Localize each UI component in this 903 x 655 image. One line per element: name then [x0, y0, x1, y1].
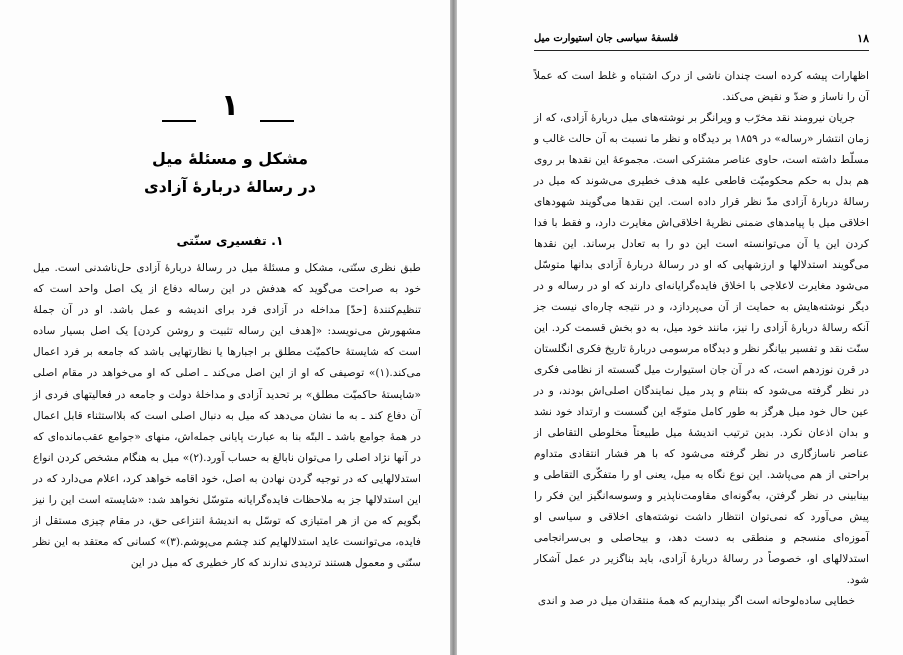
right-page: [457, 0, 903, 655]
right-paragraph-3: خطایی ساده‌لوحانه است اگر بپنداریم که همهٔ منتقدان میل در صد و اندی: [537, 595, 855, 607]
chapter-rule-right: [260, 120, 294, 122]
chapter-title: [60, 145, 400, 201]
chapter-title-line-2: در رسالهٔ دربارهٔ آزادی: [144, 177, 316, 196]
chapter-title-line-1: مشکل و مسئلهٔ میل: [151, 149, 309, 168]
chapter-number: ۱: [220, 88, 240, 123]
right-paragraph-2: جریان نیرومند نقد مخرّب و ویرانگر بر نوشته‌های میل دربارهٔ آزادی، که از زمان انتشار «رساله» در ۱۸۵۹ بر دیدگاه و نظر ما نسبت به آن حالت غالب و مسلّط داشته است، حاوی عناصر مشترکی است. مجموعهٔ این نقدها بر روی هم بدل به حکم محکومیّت قاطعی علیه هدف خطیری می‌شوند که میل در رسالهٔ دربارهٔ آزادی مدّ نظر قرار داده است. این نقدها می‌گویند شهودهای اخلاقی میل با پیامدهای ضمنی نظریهٔ اخلاقی‌اش مغایرت دارد، و فقط با فدا کردن این یا آن می‌توانسته است این دو را به تعادل برساند. این نقدها می‌گویند استدلالها و ارزشهایی که او در رسالهٔ دربارهٔ آزادی بدانها متوسّل می‌شود مغایرت لاعلاجی با اخلاق فایده‌گرایانه‌ای دارند که او در رساله و در دیگر نوشته‌هایش به حمایت از آن می‌پردازد، و در نتیجه چاره‌ای نیست جز آنکه رسالهٔ دربارهٔ آزادی را نیز، مانند خود میل، به دو بخش قسمت کرد. این سنّت نقد و تفسیر بیانگر نظر و دیدگاه مرسومی دربارهٔ تاریخ فکری انگلستان در قرن نوزدهم است، که در آن جان استیوارت میل گسسته از نظامی فکری در نظر گرفته می‌شود که بنتام و پدر میل نمایندگان اصلی‌اش بودند، و در عین حال خود میل هرگز به طور کامل متوجّه این گسست و ارتداد خود نشد و بدان اذعان نکرد. بدین ترتیب اندیشهٔ میل طبیعتاً مخلوطی التقاطی از عناصر ناسازگاری در نظر گرفته می‌شود که با هر فشار انتقادی متداوم براحتی از هم می‌پاشد. این نوع نگاه به میل، یعنی او را متفکّری التقاطی و بینابینی در نظر گرفتن، به‌گونه‌ای مقاومت‌ناپذیر و وسوسه‌انگیز این فکر را پیش می‌آورد که نمی‌توان انتظار داشت نوشته‌های اخلاقی و سیاسی او آموزه‌ای منسجم و منطقی به دست دهد، و بیحاصلی و بی‌سرانجامی استدلالهای او، خصوصاً در رسالهٔ دربارهٔ آزادی، باید بناگزیر در عمل آشکار شود.: [534, 112, 870, 586]
left-page: [0, 0, 450, 655]
right-body-text: [534, 66, 869, 612]
left-body-text: [33, 258, 421, 574]
running-head: [534, 32, 869, 51]
running-title: فلسفهٔ سیاسی جان استیوارت میل: [534, 33, 679, 44]
left-paragraph: طبق نظری سنّتی، مشکل و مسئلهٔ میل در رسالهٔ دربارهٔ آزادی حل‌ناشدنی است. میل خود به صراحت می‌گوید که هدفش در این رساله دفاع از یک اصل واحد است که تنظیم‌کنندهٔ [حدّ] مداخله در آزادی فرد برای اندیشه و عمل باشد. او در آن جملهٔ مشهورش می‌نویسد: «[هدف این رساله تثبیت و روشن کردن] یک اصل بسیار ساده است که شایستهٔ حاکمیّت مطلق بر اجبارها یا نظارتهایی باشد که جامعه بر فرد اعمال می‌کند.(۱)» توصیفی که او از این اصل می‌کند ـ اصلی که او می‌خواهد در مقام اصلی «شایستهٔ حاکمیّت مطلق» بر تحدید آزادی و مداخلهٔ دولت و جامعه در فعالیتهای فردی از آن دفاع کند ـ به ما نشان می‌دهد که میل به دنبال اصلی است که بلااستثناء قابل اعمال در همهٔ جوامع باشد ـ البتّه بنا به عبارت پایانی جمله‌اش، منهای «جوامع عقب‌مانده‌ای که در آنها نژاد اصلی را می‌توان نابالغ به حساب آورد.(۲)» میل به هنگام مشخص کردن انواع استدلالهایی که در توجیه گردن نهادن به اصل، خود اقامه خواهد کرد، اعلام می‌دارد که در این استدلالها جز به ملاحظات فایده‌گرایانه متوسّل نخواهد شد: «شایسته است این را نیز بگویم که من از هر امتیازی که توسّل به اندیشهٔ انتزاعی حق، در مقام چیزی مستقل از فایده، می‌توانست عاید استدلالهایم کند چشم می‌پوشم.(۳)» کسانی که معتقد به این نظر سنّتی و معمول هستند تردیدی ندارند که کار خطیری که میل در این: [33, 262, 421, 570]
section-heading: ۱. تفسیری سنّتی: [176, 233, 284, 248]
right-paragraph-1: اظهارات پیشه کرده است چندان ناشی از درک اشتباه و غلط است که عملاً آن را ناساز و ضدّ و نقیض می‌کند.: [534, 70, 869, 103]
book-gutter: [450, 0, 457, 655]
page-number: ۱۸: [857, 32, 869, 45]
